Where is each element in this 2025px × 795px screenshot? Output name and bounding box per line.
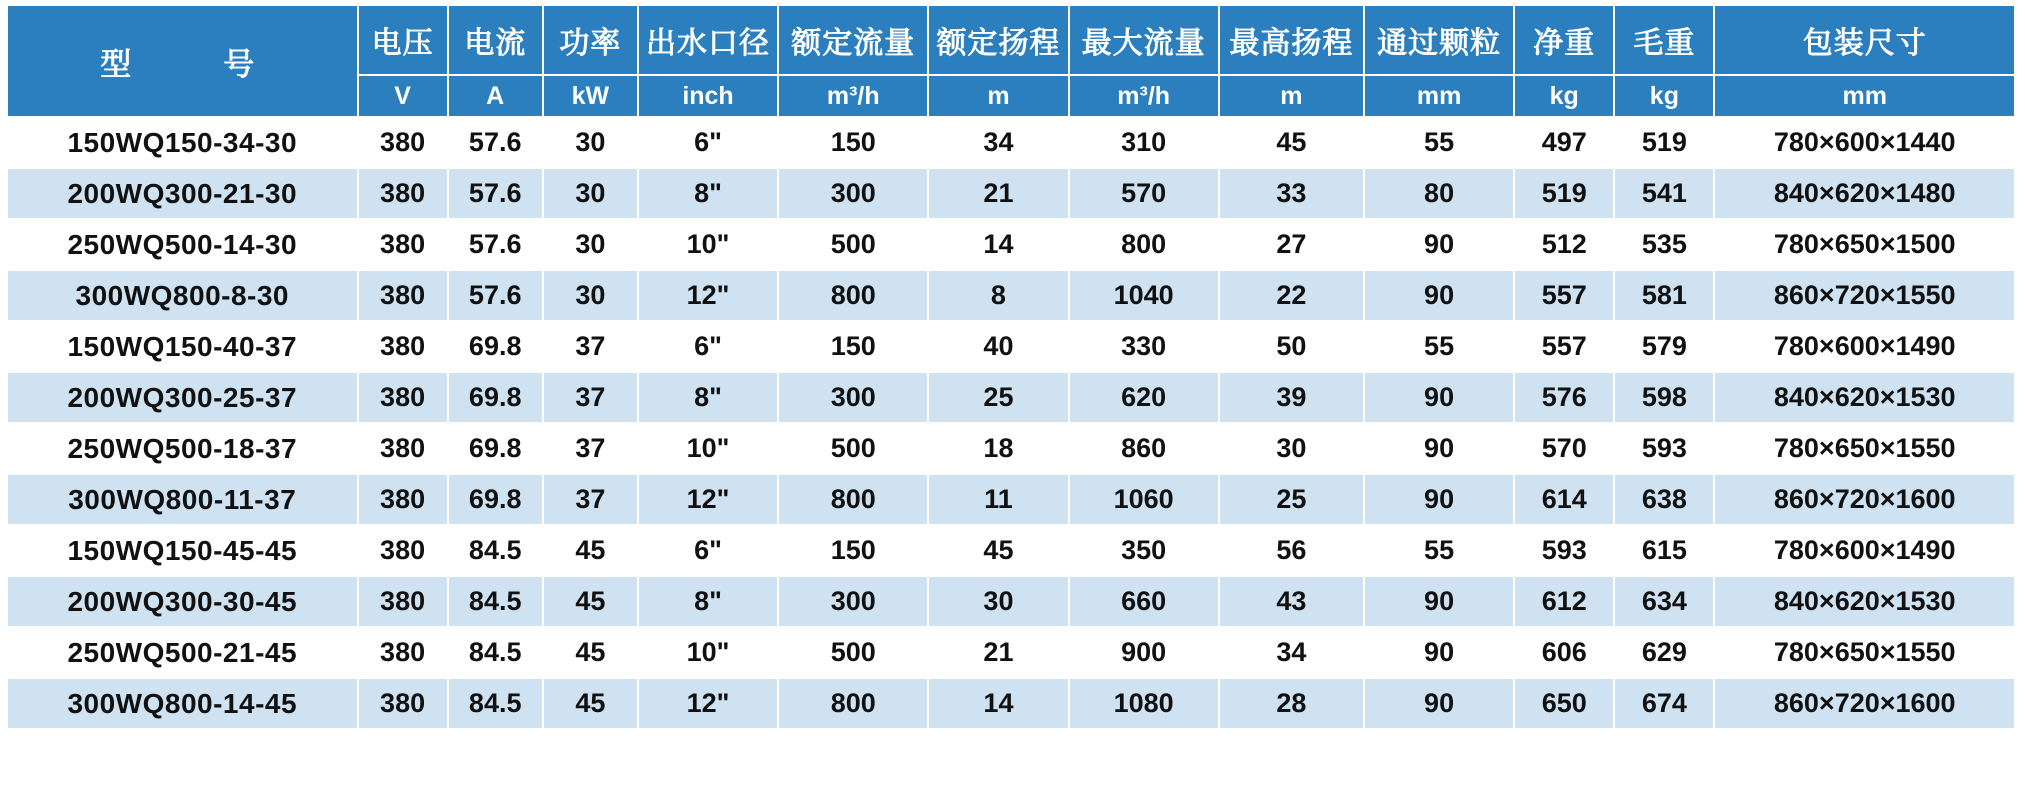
unit-current: A [448, 75, 543, 117]
cell-value: 840×620×1530 [1714, 576, 2015, 627]
column-header-rated-flow: 额定流量 [778, 5, 928, 75]
cell-value: 330 [1069, 321, 1219, 372]
cell-value: 380 [358, 372, 448, 423]
cell-model: 150WQ150-34-30 [7, 117, 358, 168]
cell-value: 90 [1364, 270, 1514, 321]
unit-net-weight: kg [1514, 75, 1614, 117]
cell-value: 150 [778, 117, 928, 168]
cell-value: 10" [638, 219, 778, 270]
cell-model: 250WQ500-18-37 [7, 423, 358, 474]
table-row [7, 270, 2015, 321]
column-header-rated-head: 额定扬程 [928, 5, 1068, 75]
cell-value: 860×720×1600 [1714, 678, 2015, 729]
cell-value: 57.6 [448, 117, 543, 168]
cell-value: 606 [1514, 627, 1614, 678]
cell-value: 55 [1364, 117, 1514, 168]
cell-value: 1080 [1069, 678, 1219, 729]
cell-value: 45 [543, 678, 638, 729]
cell-value: 650 [1514, 678, 1614, 729]
cell-value: 519 [1514, 168, 1614, 219]
unit-voltage: V [358, 75, 448, 117]
cell-value: 860×720×1600 [1714, 474, 2015, 525]
cell-value: 37 [543, 321, 638, 372]
cell-value: 30 [543, 168, 638, 219]
cell-model: 300WQ800-14-45 [7, 678, 358, 729]
column-header-max-head: 最高扬程 [1219, 5, 1364, 75]
cell-value: 380 [358, 576, 448, 627]
cell-value: 8" [638, 372, 778, 423]
column-header-outlet-diameter: 出水口径 [638, 5, 778, 75]
cell-value: 69.8 [448, 372, 543, 423]
cell-value: 90 [1364, 678, 1514, 729]
cell-value: 500 [778, 219, 928, 270]
cell-value: 69.8 [448, 423, 543, 474]
cell-value: 57.6 [448, 219, 543, 270]
cell-value: 593 [1514, 525, 1614, 576]
cell-value: 28 [1219, 678, 1364, 729]
table-header [7, 5, 2015, 117]
column-header-power: 功率 [543, 5, 638, 75]
cell-value: 579 [1614, 321, 1714, 372]
cell-value: 57.6 [448, 270, 543, 321]
cell-value: 90 [1364, 627, 1514, 678]
cell-value: 593 [1614, 423, 1714, 474]
cell-value: 780×600×1490 [1714, 525, 2015, 576]
cell-value: 380 [358, 219, 448, 270]
cell-value: 380 [358, 321, 448, 372]
cell-value: 57.6 [448, 168, 543, 219]
unit-outlet-diameter: inch [638, 75, 778, 117]
column-header-gross-weight: 毛重 [1614, 5, 1714, 75]
cell-value: 576 [1514, 372, 1614, 423]
cell-value: 37 [543, 372, 638, 423]
unit-particle-size: mm [1364, 75, 1514, 117]
cell-model: 250WQ500-21-45 [7, 627, 358, 678]
cell-value: 629 [1614, 627, 1714, 678]
cell-value: 90 [1364, 372, 1514, 423]
cell-value: 30 [543, 117, 638, 168]
column-header-max-flow: 最大流量 [1069, 5, 1219, 75]
cell-value: 39 [1219, 372, 1364, 423]
cell-value: 56 [1219, 525, 1364, 576]
cell-value: 69.8 [448, 321, 543, 372]
table-body [7, 117, 2015, 729]
table-row [7, 372, 2015, 423]
cell-value: 380 [358, 270, 448, 321]
cell-value: 860×720×1550 [1714, 270, 2015, 321]
cell-value: 570 [1514, 423, 1614, 474]
cell-value: 8" [638, 168, 778, 219]
cell-value: 674 [1614, 678, 1714, 729]
cell-value: 380 [358, 474, 448, 525]
cell-value: 55 [1364, 525, 1514, 576]
table-row [7, 525, 2015, 576]
cell-value: 780×600×1490 [1714, 321, 2015, 372]
cell-value: 90 [1364, 576, 1514, 627]
table-row [7, 576, 2015, 627]
cell-value: 497 [1514, 117, 1614, 168]
cell-value: 50 [1219, 321, 1364, 372]
cell-value: 519 [1614, 117, 1714, 168]
cell-value: 800 [778, 678, 928, 729]
cell-value: 598 [1614, 372, 1714, 423]
cell-value: 512 [1514, 219, 1614, 270]
cell-value: 33 [1219, 168, 1364, 219]
cell-model: 150WQ150-45-45 [7, 525, 358, 576]
unit-power: kW [543, 75, 638, 117]
cell-value: 541 [1614, 168, 1714, 219]
column-header-voltage: 电压 [358, 5, 448, 75]
table-row [7, 219, 2015, 270]
cell-value: 37 [543, 423, 638, 474]
cell-value: 12" [638, 270, 778, 321]
cell-value: 570 [1069, 168, 1219, 219]
cell-value: 1060 [1069, 474, 1219, 525]
table-row [7, 321, 2015, 372]
cell-value: 310 [1069, 117, 1219, 168]
table-row [7, 678, 2015, 729]
table-row [7, 627, 2015, 678]
cell-value: 8" [638, 576, 778, 627]
cell-value: 557 [1514, 270, 1614, 321]
cell-value: 6" [638, 321, 778, 372]
cell-model: 300WQ800-11-37 [7, 474, 358, 525]
table-row [7, 117, 2015, 168]
cell-value: 780×600×1440 [1714, 117, 2015, 168]
column-header-particle-size: 通过颗粒 [1364, 5, 1514, 75]
cell-value: 90 [1364, 423, 1514, 474]
cell-value: 380 [358, 423, 448, 474]
cell-value: 90 [1364, 219, 1514, 270]
cell-value: 25 [1219, 474, 1364, 525]
cell-value: 615 [1614, 525, 1714, 576]
cell-value: 84.5 [448, 627, 543, 678]
header-row-main [7, 5, 2015, 75]
cell-value: 21 [928, 168, 1068, 219]
cell-value: 1040 [1069, 270, 1219, 321]
cell-value: 10" [638, 627, 778, 678]
cell-value: 6" [638, 525, 778, 576]
table-row [7, 423, 2015, 474]
cell-value: 581 [1614, 270, 1714, 321]
cell-value: 780×650×1550 [1714, 423, 2015, 474]
cell-value: 380 [358, 117, 448, 168]
cell-value: 45 [1219, 117, 1364, 168]
cell-value: 12" [638, 474, 778, 525]
unit-gross-weight: kg [1614, 75, 1714, 117]
table-row [7, 168, 2015, 219]
column-header-model: 型 号 [7, 5, 358, 117]
cell-value: 84.5 [448, 576, 543, 627]
pump-specification-table [6, 4, 2016, 730]
cell-value: 69.8 [448, 474, 543, 525]
cell-value: 18 [928, 423, 1068, 474]
cell-value: 800 [1069, 219, 1219, 270]
unit-max-head: m [1219, 75, 1364, 117]
cell-value: 800 [778, 270, 928, 321]
cell-value: 380 [358, 525, 448, 576]
cell-value: 800 [778, 474, 928, 525]
cell-value: 45 [928, 525, 1068, 576]
cell-value: 10" [638, 423, 778, 474]
cell-value: 380 [358, 678, 448, 729]
cell-value: 8 [928, 270, 1068, 321]
cell-value: 612 [1514, 576, 1614, 627]
cell-value: 55 [1364, 321, 1514, 372]
cell-value: 27 [1219, 219, 1364, 270]
cell-value: 300 [778, 576, 928, 627]
cell-value: 500 [778, 627, 928, 678]
cell-value: 45 [543, 627, 638, 678]
cell-value: 34 [928, 117, 1068, 168]
cell-value: 380 [358, 627, 448, 678]
cell-model: 150WQ150-40-37 [7, 321, 358, 372]
cell-value: 40 [928, 321, 1068, 372]
cell-model: 250WQ500-14-30 [7, 219, 358, 270]
column-header-package-size: 包装尺寸 [1714, 5, 2015, 75]
cell-value: 840×620×1530 [1714, 372, 2015, 423]
cell-value: 557 [1514, 321, 1614, 372]
cell-value: 30 [1219, 423, 1364, 474]
cell-value: 11 [928, 474, 1068, 525]
cell-value: 300 [778, 168, 928, 219]
cell-value: 150 [778, 525, 928, 576]
cell-value: 37 [543, 474, 638, 525]
unit-max-flow: m³/h [1069, 75, 1219, 117]
cell-value: 840×620×1480 [1714, 168, 2015, 219]
unit-rated-head: m [928, 75, 1068, 117]
cell-value: 22 [1219, 270, 1364, 321]
cell-value: 12" [638, 678, 778, 729]
cell-value: 300 [778, 372, 928, 423]
table-row [7, 474, 2015, 525]
cell-value: 34 [1219, 627, 1364, 678]
cell-value: 45 [543, 576, 638, 627]
cell-value: 14 [928, 219, 1068, 270]
cell-value: 900 [1069, 627, 1219, 678]
cell-value: 6" [638, 117, 778, 168]
cell-value: 25 [928, 372, 1068, 423]
cell-value: 150 [778, 321, 928, 372]
cell-model: 300WQ800-8-30 [7, 270, 358, 321]
cell-value: 84.5 [448, 525, 543, 576]
cell-value: 80 [1364, 168, 1514, 219]
cell-value: 14 [928, 678, 1068, 729]
cell-value: 84.5 [448, 678, 543, 729]
cell-value: 43 [1219, 576, 1364, 627]
cell-value: 45 [543, 525, 638, 576]
cell-value: 30 [543, 219, 638, 270]
cell-value: 634 [1614, 576, 1714, 627]
column-header-net-weight: 净重 [1514, 5, 1614, 75]
cell-value: 660 [1069, 576, 1219, 627]
cell-value: 535 [1614, 219, 1714, 270]
cell-value: 780×650×1550 [1714, 627, 2015, 678]
cell-value: 780×650×1500 [1714, 219, 2015, 270]
cell-value: 620 [1069, 372, 1219, 423]
cell-model: 200WQ300-30-45 [7, 576, 358, 627]
cell-value: 638 [1614, 474, 1714, 525]
cell-value: 614 [1514, 474, 1614, 525]
cell-model: 200WQ300-25-37 [7, 372, 358, 423]
cell-value: 860 [1069, 423, 1219, 474]
unit-rated-flow: m³/h [778, 75, 928, 117]
column-header-current: 电流 [448, 5, 543, 75]
cell-value: 500 [778, 423, 928, 474]
cell-model: 200WQ300-21-30 [7, 168, 358, 219]
cell-value: 30 [928, 576, 1068, 627]
cell-value: 30 [543, 270, 638, 321]
unit-package-size: mm [1714, 75, 2015, 117]
cell-value: 380 [358, 168, 448, 219]
cell-value: 350 [1069, 525, 1219, 576]
cell-value: 21 [928, 627, 1068, 678]
cell-value: 90 [1364, 474, 1514, 525]
